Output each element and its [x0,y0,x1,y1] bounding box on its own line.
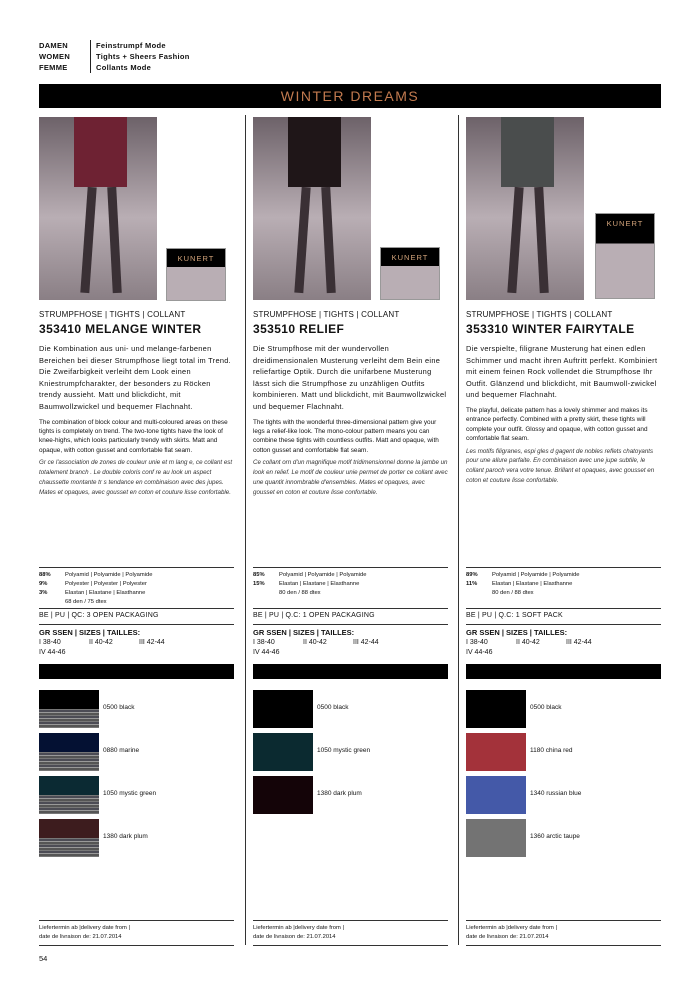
header-label: Tights + Sheers Fashion [90,51,290,62]
delivery-value: date de livraison de: 21.07.2014 [39,934,122,940]
color-label: 1380 dark plum [317,790,362,797]
package-photo [595,213,655,299]
color-swatch [253,690,313,728]
column-divider [458,115,459,945]
brand-logo: KUNERT [177,254,215,263]
divider [253,567,448,568]
divider [466,624,661,625]
size-option: IV 44-46 [39,649,66,656]
color-swatch-item [466,819,661,857]
product-photo [466,117,584,300]
color-swatch-item [39,690,234,728]
description-fr: Les motifs filigranes, espi gles d gagent de nobles reflets chatoyants pour une allure parfaite. En combinaison avec une jupe subtile, le collant paroch vera votre tenue. Brillant et opaques, avec gousset en coton et couture lisse confortable. [466,447,655,484]
skirt [288,117,341,187]
header-label: Collants Mode [90,62,290,73]
colors-header-bar [39,664,234,679]
color-swatch-item [466,690,661,728]
divider [39,624,234,625]
skirt [501,117,554,187]
product-title: 353310 WINTER FAIRYTALE [466,322,635,336]
description-de: Die Kombination aus uni- und melange-farbenen Bereichen bei dieser Strumpfhose liegt total im Trend. Die Zweifarbigkeit verleiht dem Look einen Kniestrumpfcharakter, der besonders zu Röcken trendy aussieht. Matt und blickdicht, mit Baumwollzwickel und bequemer Flachnaht. [39,344,232,411]
color-swatch-item [39,776,234,814]
leg [107,186,122,292]
material-row [39,589,234,598]
material-row [466,580,661,589]
colors-header-bar [253,664,448,679]
density: 80 den / 88 dtex [492,590,534,596]
color-label: 0500 black [530,704,562,711]
package-photo [380,247,440,300]
header-code: FEMME [39,63,68,72]
skirt [74,117,127,187]
sizes-title: GR SSEN | SIZES | TAILLES: [253,628,355,637]
color-swatch-item [253,690,448,728]
product-title: 353410 MELANGE WINTER [39,322,202,336]
material-name: Polyamid | Polyamide | Polyamide [65,572,153,578]
size-option: III 42-44 [139,639,165,646]
delivery-date [39,920,234,946]
size-option: I 38-40 [466,639,488,646]
delivery-label: Liefertermin ab |delivery date from | [253,925,344,931]
size-option: II 40-42 [89,639,113,646]
material-row [253,580,448,589]
size-option: I 38-40 [39,639,61,646]
header-code: DAMEN [39,41,68,50]
melange-pattern [39,838,99,857]
color-label: 0500 black [103,704,135,711]
divider [466,567,661,568]
material-name: Elastan | Elastane | Elasthanne [279,581,360,587]
color-swatch-item [466,776,661,814]
product-photo [253,117,371,300]
description-en: The playful, delicate pattern has a lovely shimmer and makes its entrance perfectly. Combined with a pretty skirt, these tights will complete your outfit. Glossy and opaque, with cotton gusset and comfortable flat seam. [466,406,648,443]
description-en: The tights with the wonderful three-dimensional pattern give your legs a relief-like look. The mono-colour pattern means you can combine these tights with countless outfits. Matt and opaque, with cotton gusset and comfortable flat seam. [253,418,439,454]
size-option: III 42-44 [566,639,592,646]
color-label: 1050 mystic green [103,790,157,797]
color-label: 1380 dark plum [103,833,148,840]
delivery-value: date de livraison de: 21.07.2014 [253,934,336,940]
product-category: STRUMPFHOSE | TIGHTS | COLLANT [39,310,186,319]
color-swatch [253,776,313,814]
size-option: II 40-42 [303,639,327,646]
color-label: 0880 marine [103,747,140,754]
size-option: IV 44-46 [253,649,280,656]
color-swatch-item [253,776,448,814]
size-option: III 42-44 [353,639,379,646]
material-name: Elastan | Elastane | Elasthanne [492,581,573,587]
product-category: STRUMPFHOSE | TIGHTS | COLLANT [253,310,400,319]
page-number: 54 [39,954,48,963]
packaging-info: BE | PU | Q.C: 1 OPEN PACKAGING [253,612,375,619]
product-category: STRUMPFHOSE | TIGHTS | COLLANT [466,310,613,319]
color-swatch-item [466,733,661,771]
size-option: IV 44-46 [466,649,493,656]
material-row [39,580,234,589]
melange-pattern [39,752,99,771]
description-en: The combination of block colour and multi-coloured areas on these tights is completely on trend. The two-tone tights have the look of knee-highs, which looks particularly trendy with skirts. Matt and opaque, with cotton gusset and comfortable flat seam. [39,418,228,454]
leg [507,186,523,292]
density: 68 den / 75 dtex [65,599,107,605]
package-photo [166,248,226,301]
sizes [466,628,661,658]
color-label: 1180 china red [530,747,573,754]
packaging-info: BE | PU | QC: 3 OPEN PACKAGING [39,612,159,619]
divider [253,624,448,625]
descriptions [466,343,661,486]
melange-pattern [39,795,99,814]
description-fr: Gr ce l'association de zones de couleur unie et m lang e, ce collant est totalement branch . Le double coloris conf re au look un aspect chaussette montante tr s tendance en combinaison avec des jupes. Mates et opaques, avec gousset en coton et couture lisse confortable. [39,459,233,496]
material-name: Polyamid | Polyamide | Polyamide [279,572,367,578]
color-swatch [253,733,313,771]
column-divider [245,115,246,945]
color-swatch [466,733,526,771]
color-swatch [466,690,526,728]
divider [253,608,448,609]
delivery-label: Liefertermin ab |delivery date from | [466,925,557,931]
material-row [466,571,661,580]
sizes [39,628,234,658]
leg [80,186,96,292]
material-pct: 15% [253,581,265,587]
packaging-info: BE | PU | Q.C: 1 SOFT PACK [466,612,563,619]
product-photo [39,117,157,300]
descriptions [253,343,448,497]
color-swatch-item [39,819,234,857]
header-code: WOMEN [39,52,71,61]
banner-title: WINTER DREAMS [39,84,661,108]
leg [294,186,310,292]
description-de: Die Strumpfhose mit der wundervollen dreidimensionalen Musterung verleiht dem Bein eine reliefartige Optik. Durch die unifarbene Musterung lässt sich die Strumpfhose zu unzähligen Outfits kombinieren. Matt und blickdicht, mit Baumwollzwickel und bequemer Flachnaht. [253,344,447,411]
sizes [253,628,448,658]
materials [39,571,234,607]
material-name: Elastan | Elastane | Elasthanne [65,590,146,596]
materials [253,571,448,598]
colors-header-bar [466,664,661,679]
sizes-title: GR SSEN | SIZES | TAILLES: [39,628,141,637]
sizes-title: GR SSEN | SIZES | TAILLES: [466,628,568,637]
divider [39,608,234,609]
density: 80 den / 88 dtex [279,590,321,596]
material-pct: 9% [39,581,48,587]
header-label: Feinstrumpf Mode [90,40,290,51]
delivery-date [466,920,661,946]
description-fr: Ce collant orn d'un magnifique motif tridimensionnel donne la jambe un look en relief. Le motif de couleur unie permet de porter ce collant avec une quantit innombrable d'ensembles. Mates et opaques, avec gousset en coton et couture lisse confortable. [253,459,448,496]
leg [534,186,549,292]
brand-logo: KUNERT [391,253,429,262]
delivery-label: Liefertermin ab |delivery date from | [39,925,130,931]
material-row [253,571,448,580]
descriptions [39,343,234,497]
material-pct: 88% [39,572,51,578]
material-pct: 85% [253,572,265,578]
product-title: 353510 RELIEF [253,322,345,336]
color-swatch [466,776,526,814]
material-pct: 11% [466,581,478,587]
color-label: 1050 mystic green [317,747,371,754]
color-swatch [466,819,526,857]
material-name: Polyester | Polyester | Polyester [65,581,147,587]
leg [321,186,336,292]
material-row [39,571,234,580]
size-option: I 38-40 [253,639,275,646]
material-pct: 89% [466,572,478,578]
color-swatch-item [253,733,448,771]
color-label: 0500 black [317,704,349,711]
melange-pattern [39,709,99,728]
delivery-date [253,920,448,946]
color-swatch-item [39,733,234,771]
description-de: Die verspielte, filigrane Musterung hat einen edlen Schimmer und macht ihren Auftritt perfekt. Kombiniert mit einem feinen Rock vollendet die Strumpfhose Ihr Outfit. Glänzend und blickdicht, mit Baumwoll-zwickel und bequemer Flachnaht. [466,344,658,400]
color-label: 1340 russian blue [530,790,582,797]
color-label: 1360 arctic taupe [530,833,580,840]
material-name: Polyamid | Polyamide | Polyamide [492,572,580,578]
divider [39,567,234,568]
divider [466,608,661,609]
materials [466,571,661,598]
delivery-value: date de livraison de: 21.07.2014 [466,934,549,940]
brand-logo: KUNERT [606,219,644,228]
material-pct: 3% [39,590,48,596]
size-option: II 40-42 [516,639,540,646]
